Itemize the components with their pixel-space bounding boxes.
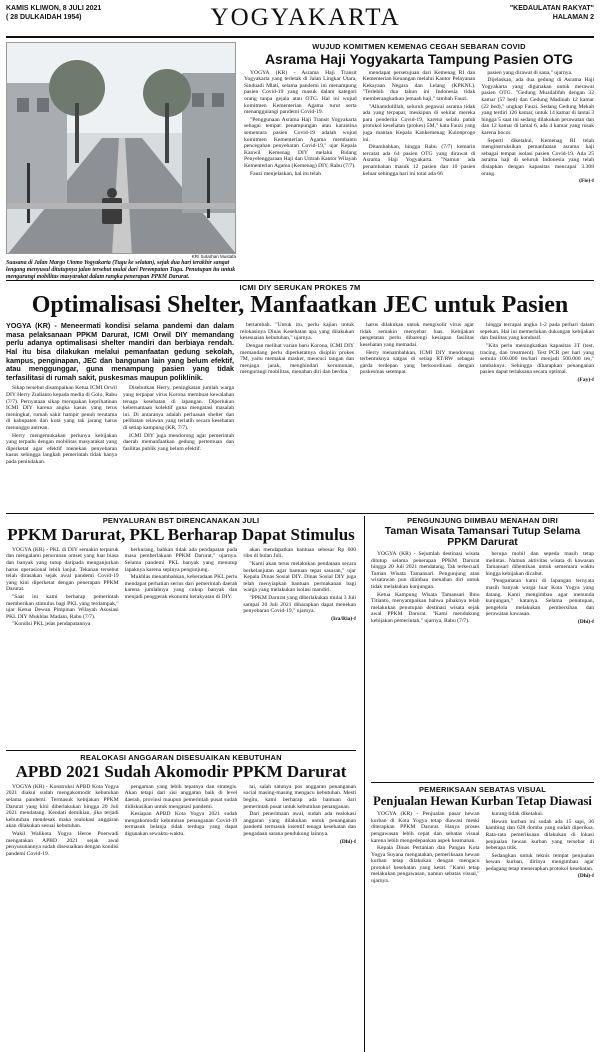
story-tamansari-body — [371, 551, 594, 787]
story-icmi-col-3 — [240, 322, 354, 506]
story-kurban-signature: (Dhi)-f — [577, 873, 594, 880]
paragraph: YOGYA (KR) - Asrama Haji Transit Yogyakarta yang terletak di Jalan Lingkar Utara, Sinduadi Mlati, selama pandemi ini menampung pasien Covid-19 yang masuk dalam kategori orang tanpa gejala atau OTG. Hal ini wujud komitmen Kementerian Agama turut serta menanggulangi pandemi Covid-19. — [244, 69, 357, 116]
paragraph: "Saat ini kami berharap pemerintah memberikan stimulus bagi PKL yang terdampak," ujar Ketua Dewan Pimpinan Wilayah Asosiasi PKL DIY Mukhlas Madani, Rabu (7/7). — [6, 594, 119, 620]
header-left — [6, 4, 101, 22]
paragraph: "Kita perlu meningkatkan kapasitas 3T (test, tracing, dan treatment). Test PCR per hari yang semula 100.000 tes/hari menjadi 500.000 tes," tambahnya. Sehingga diharapkan penanganan pasien dapat terlaksana secara optimal. — [480, 342, 594, 376]
story-icmi-kicker: ICMI DIY SERUKAN PROKES 7M — [239, 283, 361, 292]
story-asrama-haji — [6, 42, 594, 278]
story-kurban-body — [371, 811, 594, 1045]
paragraph: Dijelaskan, ada dua gedung di Asrama Haji Yogyakarta yang digunakan untuk merawat pasien OTG. "Gedung Muzdalifah dengan 32 kamar (57 bed) dan Gedung Madinah 12 kamar (22 bed)," ungkap Fauzi. Sedang Gedung Mekah yang terdiri 126 kamar, untuk 14 kamar di lantai 3 hingga 5 saat ini sedang dilakukan perawatan dan dan 12 kamar di lantai 6, ada 4 kamar yang rusak karena bocor. — [481, 77, 595, 137]
story-tamansari-headline: Taman Wisata Tamansari Tutup Selama PPKM Darurat — [384, 525, 581, 549]
story-apbd-col-3 — [243, 784, 356, 1046]
paragraph: mendapat persetujuan dari Kemenag RI dan Kementerian Keuangan melalui Kantor Pelayanan Kekayaan Negara dan Lelang (KPKNL). "Terlebih dua tahun ini Indonesia tidak memberangkatkan jemaah haji," tambah Fauzi. — [362, 69, 476, 103]
paragraph: Kepala Dinas Pertanian dan Pangan Kota Yogya Suyana mengatakan, pemeriksaan hewan kurban tetap dilakukan dengan mengacu protokol kesehatan yang ketat. "Kami tetap melakukan pengawasan, namun sebatas visual," ujarnya. — [371, 845, 480, 885]
story-icmi-col-5 — [480, 322, 594, 506]
story-icmi-body — [6, 322, 594, 506]
story-apbd-col-1 — [6, 784, 119, 1046]
paragraph: harus dilakukan untuk mengisolir virus agar tidak semakin menyebar luas. Kebijakan pengetatan perlu dibarengi kesiapan fasilitas kesehatan yang memadai. — [360, 322, 474, 348]
paragraph: "PPKM Darurat yang diberlakukan mulai 3 Juli sampai 20 Juli 2021 diharapkan dapat menekan penyebaran Covid-19," ujarnya. — [243, 595, 357, 615]
paragraph: kurang tidak diketahui. — [491, 811, 544, 818]
header-right — [510, 4, 594, 22]
paragraph: Disebutkan Herry, peningkatan jumlah warga yang terpapar virus Korona membuat kewalahan tenaga kesehatan di lapangan. Diperlukan kebersamaan kolektif guna mengatasi masalah ini. Di antaranya adalah perluasan shelter dan pelibatan relawan yang terlatih secara kesehatan di setiap kampung (KR, 7/7). — [123, 385, 234, 431]
issue-date: KAMIS KLIWON, 8 JULI 2021 — [6, 5, 102, 12]
paragraph: Ditambahkan, hingga Rabu (7/7) kemarin tercatat ada 64 pasien OTG yang dirawat di Asrama Haji Yogyakarta. "Namun ada penambahan masuk 12 pasien dan 10 pasien keluar sehingga hari ini total ada 66 — [362, 144, 476, 177]
paragraph: Sikap tersebut disampaikan Ketua ICMI Orwil DIY Herry Zudianto kepada media di Golo, Rabu (7/7). Pernyataan sikap merupakan keprihatinan ICMI DIY karena angka kasus yang terus meningkat, rumah sakit hampir penuh terutama di kabupaten dan kota yang tak jarang harus menunggu antrean. — [6, 385, 117, 431]
story-asrama-haji-text — [244, 42, 594, 278]
story-icmi — [6, 283, 594, 511]
story-asrama-haji-kicker: WUJUD KOMITMEN KEMENAG CEGAH SEBARAN COVID — [312, 42, 526, 51]
story-tamansari — [371, 516, 594, 780]
divider — [6, 750, 356, 751]
story-asrama-haji-col-1 — [244, 70, 357, 274]
paragraph: bertambah. "Untuk itu, perlu kajian untuk relokasinya Dinas Kesehatan apa yang dilakukan kesesuaian kebutuhan," ujarnya. — [240, 322, 354, 342]
story-pkl-kicker: PENYALURAN BST DIRENCANAKAN JULI — [102, 516, 260, 525]
story-pkl-col-3 — [243, 547, 356, 749]
paragraph: Seperti diketahui, Kemenag RI telah menginstruksikan pemanfaatan asrama haji sebagai tempat isolasi pasien Covid-19. Ada 25 asrama haji di seluruh Indonesia yang telah disiapkan dengan kapasitas mencapai 3.308 orang. — [481, 137, 595, 177]
story-apbd — [6, 753, 356, 1049]
story-tamansari-col-1 — [371, 551, 480, 787]
lower-left — [6, 516, 356, 1052]
paragraph: Ketua Kampung Wisata Tamansari Ibnu Titianto, menyampaikan bahwa pihaknya telah melakukan penutupan destinasi wisata sejak awal PPKM Darurat. "Kami mendukung kebijakan pemerintah," ujarnya, Rabu (7/7). — [371, 591, 480, 624]
street-photo-illustration — [7, 43, 236, 254]
story-kurban-headline: Penjualan Hewan Kurban Tetap Diawasi — [373, 794, 592, 808]
paragraph: YOGYA (KR) - Penjualan pasar hewan kurban di Kota Yogya tetap diawasi meski diterapkan PPKM Darurat. Hanya proses pengawasan lebih cepat dan sebatas visual karena lebih mengedepankan aspek keamanan. — [371, 811, 480, 844]
story-asrama-haji-photo-block — [6, 42, 236, 278]
paragraph: hingga tercapai angka 1-2 pada perhari dalam sepekan. Hal ini memerlukan dukungan kebijakan dan fasilitas yang kondusif. — [480, 322, 594, 342]
paragraph: akan mendapatkan bantuan sebesar Rp 600 ribu di bulan Juli. — [243, 546, 357, 560]
lower-section — [6, 516, 594, 1052]
story-icmi-col-2 — [123, 385, 234, 466]
story-icmi-lead: YOGYA (KR) - Meneermati kondisi selama pandemi dan dalam masa pelaksanaan PPKM Darurat, ICMI Orwil DIY memandang perlu adanya optimalisasi shelter mandiri dan berbiaya rendah. Hal itu bisa dilakukan melalui pemanfaatan gedung sekolah, kampus, penginapan, JEC dan bangunan lain yang belum efektif, atau menggunggar, guna menampung pasien yang tidak terfasilitasi di rumah sakit, puskesmas maupun poliklinik. — [6, 322, 234, 382]
story-kurban-kicker: PEMERIKSAAN SEBATAS VISUAL — [418, 785, 547, 794]
paragraph: "Penggunaan Asrama Haji Transit Yogyakarta sebagai tempat penampungan atau karantina sementara pasien Covid-19 adalah wujud komitmen Kementerian Agama membantu pencegahan penyebaran Covid-19," ujar Kepala Kanwil Kemenag DIY melalui Bidang Penyelenggaraan Haji dan Umrah Kantor Wilayah Kementerian Agama (Kemenag) DIY, Rabu (7/7). — [244, 116, 357, 169]
paragraph: pengaman yang lebih tepatnya dan strategis. Akan tetapi dari sisi anggaran baik di level daerah, provinsi maupun pemerintah pusat sudah didiskusikan untuk mengatasi pandemi. — [124, 783, 238, 810]
street-photo — [6, 42, 236, 254]
story-asrama-haji-headline: Asrama Haji Yogyakarta Tampung Pasien OTG — [264, 51, 574, 67]
paragraph: pasien yang dirawat di sana," ujarnya. — [487, 69, 573, 76]
story-apbd-col-2 — [125, 784, 238, 1046]
story-apbd-body — [6, 784, 356, 1046]
paragraph: Hewan kurban ini sudah ada 15 sapi, 36 kambing dan 628 domba yang sudah diperiksa. Rata-rata pemeriksaan dilakukan di lokasi penjualan hewan kurban yang tersebar di beberapa titik. — [485, 818, 594, 852]
paragraph: Dengan melihat varian baru Korona, ICMI DIY memandang perlu diperketatnya disiplin prokes 7M, yaitu memakai masker, mencuci tangan dan menjaga jarak, menghindari kerumunan, mengurangi mobilitas, menahan diri dan berdoa. — [240, 342, 354, 376]
story-apbd-headline: APBD 2021 Sudah Akomodir PPKM Darurat — [15, 762, 347, 781]
paragraph: "Pengamatan kami di lapangan ternyata masih banyak warga luar Kota Yogya yang datang. Kami mengimbau agar menunda kunjungan," katanya. Selama penutupan, pengelola melakukan pembersihan dan perawatan kawasan. — [485, 578, 594, 618]
story-asrama-haji-body — [244, 70, 594, 274]
story-icmi-left — [6, 322, 234, 506]
story-pkl-body — [6, 547, 356, 749]
story-tamansari-col-2 — [486, 551, 595, 787]
story-icmi-left-cols — [6, 385, 234, 466]
paragraph: Dari penerimaan awal, sudah ada realokasi anggaran yang dilakukan untuk penanganan pandemi termasuk insentif tenaga kesehatan dan pengadaan sarana pendukung lainnya. — [243, 811, 357, 837]
story-apbd-kicker: REALOKASI ANGGARAN DISESUAIKAN KEBUTUHAN — [80, 753, 282, 762]
story-pkl-headline: PPKM Darurat, PKL Berharap Dapat Stimulus — [7, 525, 355, 544]
story-tamansari-signature: (Dhi)-f — [577, 618, 594, 625]
paragraph: tai, salah satunya pos anggaran penanganan social masing-masing mengacu kebutuhan. Mesti begitu, kami berharap ada bantuan dari pemerintah pusat untuk kebutuhan penanganan. — [243, 783, 357, 810]
story-apbd-signature: (Dhi)-f — [339, 838, 357, 845]
story-icmi-signature: (Fay)-f — [577, 376, 594, 383]
paragraph: Herry mengemukakan perlunya kebijakan yang terpadu dengan mobilitas masyarakat yang diperketat agar efektif menekan penyebaran kasus sehingga langkah pemerintah tidak hanya pada penindakan. — [6, 432, 117, 465]
story-kurban — [371, 785, 594, 1049]
story-kurban-col-2 — [486, 811, 595, 1045]
paragraph: YOGYA (KR) - PKL di DIY semakin terpuruk dan mengalami penurunan omset yang luar biasa dan banyak yang tutup daripada menganjurkan harus operasional lebih lanjut. Tekanan tersebut telah dirasakan sejak awal pandemi Covid-19 yang kini diperketat dengan penerapan PPKM Darurat. — [6, 546, 119, 593]
story-pkl-signature: (Ira/Ria)-f — [331, 615, 357, 622]
story-icmi-col-1 — [6, 385, 117, 466]
paragraph: "Alhamdulillah, seluruh pegawai asrama tidak ada yang terpapar, meskipun di sekitar mereka para penderita Covid-19, karena selalu patuh protokol kesehatan (prokes) 5M," kata Fauzi yang juga mantan Kepala Kankemenag Kulonprogo ini. — [362, 103, 476, 143]
photo-caption: Suasana di Jalan Margo Utomo Yogyakarta (Tugu ke selatan), sejak dua hari terakhir sangat lengang menyusul ditutupnya jalan tersebut mulai dari Perempatan Tugu. Penutupan itu untuk mengurangi mobilitas masyarakat dalam rangka penerapan PPKM Darurat. — [6, 260, 236, 280]
paragraph: YOGYA (KR) - Sejumlah destinasi wisata ditutup selama penerapan PPKM Darurat hingga 20 Juli 2021 mendatang. Tak terkecuali Taman Wisata Tamansari. Pengunjung atau wisatawan pun diimbau menahan diri untuk tidak melakukan kunjungan. — [371, 551, 480, 590]
story-asrama-haji-signature: (Fie)-f — [579, 178, 595, 185]
story-icmi-col-4 — [360, 322, 474, 506]
story-icmi-right-cols — [240, 322, 594, 506]
story-icmi-headline: Optimalisasi Shelter, Manfaatkan JEC untuk Pasien — [31, 292, 569, 318]
paragraph: Mukhlas menambahkan, keberadaan PKL perlu mendapat perhatian serius dari pemerintah daerah karena jumlahnya yang cukup banyak dan menjadi penggerak ekonomi kerakyatan di DIY. — [124, 574, 238, 600]
page-number: HALAMAN 2 — [552, 14, 594, 21]
story-asrama-haji-col-2 — [363, 70, 476, 274]
paragraph: YOGYA (KR) - Konstruksi APBD Kota Yogya 2021 diakui sudah mengakomodir kebutuhan selama pandemi. Termasuk kebijakan PPKM Darurat yang kini diberlakukan hingga 20 Juli 2021 mendatang. Kendati demikian, jika terjadi kebutuhan mendesak maka realokasi anggaran akan dilakukan sesuai kebutuhan. — [6, 783, 119, 830]
story-pkl — [6, 516, 356, 748]
masthead: YOGYAKARTA — [210, 4, 401, 31]
story-kurban-col-1 — [371, 811, 480, 1045]
page-header — [6, 4, 594, 38]
story-pkl-col-2 — [125, 547, 238, 749]
paragraph: "Kondisi PKL jelas pendapatannya — [12, 621, 91, 628]
photo-credit: KR/ Sutarhan Mustafa — [191, 254, 236, 259]
section-name: "KEDAULATAN RAKYAT" — [509, 5, 594, 12]
paragraph: berupa mobil dan sepeda masih tetap melintas. Namun aktivitas wisata di kawasan Tamansari dihentikan untuk sementara waktu hingga kebijakan dicabut. — [485, 551, 594, 577]
issue-calendar: ( 28 DULKAIDAH 1954) — [6, 14, 82, 21]
paragraph: ICMI DIY juga mendorong agar pemerintah daerah memanfaatkan gedung pertemuan dan fasilitas publik yang belum efektif. — [123, 432, 234, 452]
story-pkl-col-1 — [6, 547, 119, 749]
divider — [6, 513, 594, 514]
story-asrama-haji-col-3 — [481, 70, 594, 274]
paragraph: Herry menambahkan, ICMI DIY mendorong terbentuknya satgas di setiap RT/RW sebagai garda terdepan yang berkoordinasi dengan puskesmas setempat. — [360, 349, 474, 376]
paragraph: Wakil Walikota Yogya Heroe Poerwadi mengatakan APBD 2021 sejak awal penyusunannya sudah disesuaikan dengan kondisi pandemi Covid-19. — [6, 831, 119, 857]
paragraph: berkurang, bahkan tidak ada pendapatan pada masa pemberlakuan PPKM Darurat," ujarnya. Selama pandemi PKL banyak yang menutup lapaknya karena sepinya pengunjung. — [124, 546, 238, 573]
paragraph: Sedangkan untuk teknis tempat penjualan hewan kurban, dirinya mengimbau agar pedagang tetap menerapkan protokol kesehatan. — [485, 852, 594, 872]
story-tamansari-kicker: PENGUNJUNG DIIMBAU MENAHAN DIRI — [407, 516, 558, 525]
paragraph: Fauzi menjelaskan, hal itu telah — [250, 170, 321, 177]
paragraph: Kesiapan APBD Kota Yogya 2021 sudah mengakomodir kebutuhan penanganan Covid-19 termasuk belanja tidak terduga yang dapat digunakan sewaktu-waktu. — [124, 811, 238, 837]
lower-right — [364, 516, 594, 1052]
paragraph: "Kami akan terus melakukan pendataan secara berkelanjutan agar bantuan tepat sasaran," ujar Kepala Dinas Sosial DIY. Dinas Sosial DIY juga telah menyiapkan bantuan permakanan bagi warga yang melakukan isolasi mandiri. — [243, 561, 357, 594]
